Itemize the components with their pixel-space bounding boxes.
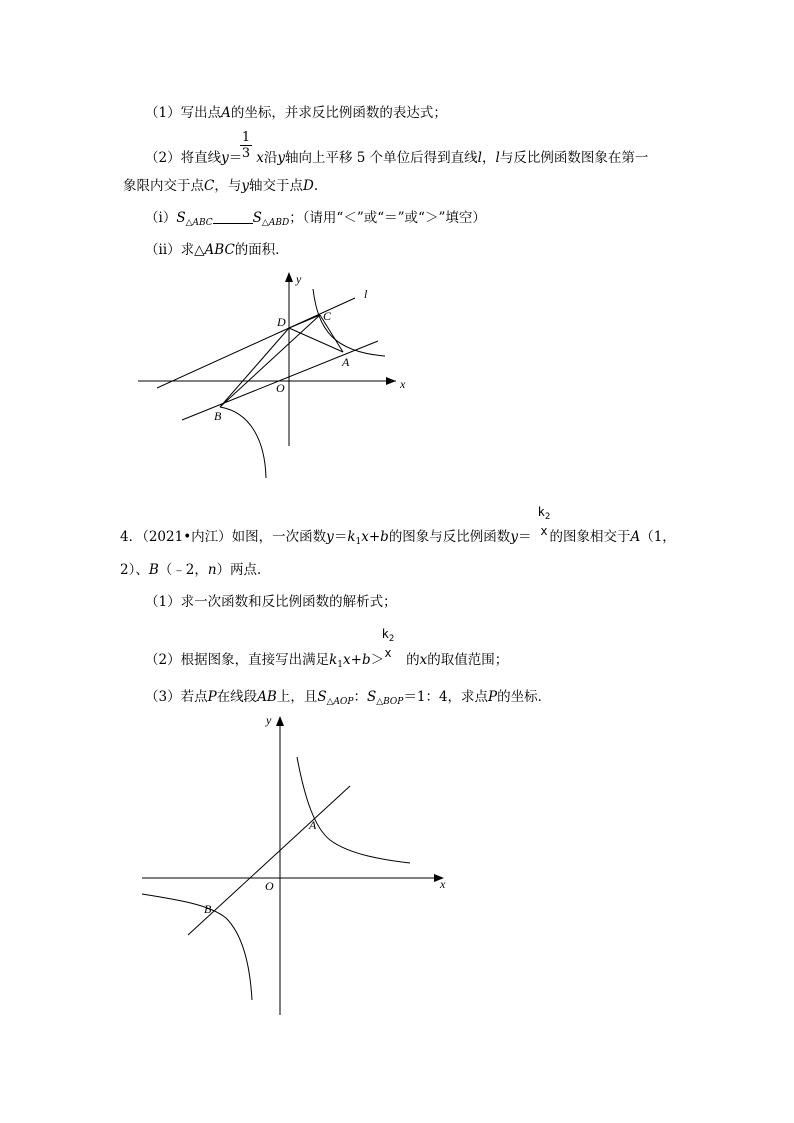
text: 的面积． [234, 242, 289, 258]
text: ＝ [333, 529, 348, 545]
text: 轴向上平移 5 个单位后得到直线 [285, 150, 478, 166]
subscript: △ABC [185, 218, 213, 228]
var: k [347, 529, 356, 545]
var: S [317, 689, 327, 705]
var: x [256, 150, 264, 166]
denominator: 3 [241, 146, 251, 161]
text: 与反比例函数图象在第一 [499, 150, 649, 166]
triangle-label: ABC [204, 242, 235, 258]
text: 的 [406, 652, 420, 668]
text: ，与 [214, 178, 242, 194]
text: ＝ [517, 529, 532, 545]
text: （3）若点 [145, 689, 208, 705]
text: 的取值范围； [427, 652, 509, 668]
text: （2）根据图象，直接写出满足 [145, 652, 330, 668]
label-O: O [265, 879, 274, 893]
label-y: y [266, 713, 272, 727]
text: ， [482, 150, 496, 166]
subscript: 2 [544, 512, 551, 522]
subscript: 1 [337, 660, 344, 670]
hyperbola-branch-1 [297, 757, 410, 863]
subscript: 2 [388, 634, 395, 644]
text: ＞ [370, 652, 385, 668]
var: k [329, 652, 338, 668]
text: 象限内交于点 [123, 178, 204, 194]
text: 在线段 [216, 689, 258, 705]
point-label: B [148, 562, 159, 578]
label-D: D [277, 315, 286, 329]
var: x [419, 652, 428, 668]
point-label: C [204, 178, 215, 194]
text: ）两点． [216, 562, 271, 578]
text: 4．（2021•内江）如图，一次函数 [120, 529, 327, 545]
denominator: x [540, 524, 548, 538]
var: S [366, 689, 377, 705]
label-x: x [400, 377, 406, 391]
text: 的坐标． [497, 689, 552, 705]
text: 的图象相交于 [549, 529, 631, 545]
var: l [477, 150, 482, 166]
text: ： [353, 689, 367, 705]
text: 上，且 [276, 689, 318, 705]
hyperbola-branch-3 [142, 894, 252, 1000]
text: 轴交于点 [248, 178, 303, 194]
point-label: A [221, 105, 231, 121]
label-B: B [204, 902, 212, 916]
label-A: A [309, 818, 317, 832]
point-label: D [302, 178, 314, 194]
var: P [207, 689, 217, 705]
label-B: B [214, 409, 222, 423]
var: y [241, 178, 249, 194]
subscript: 1 [355, 537, 362, 547]
text: （2）将直线 [145, 150, 222, 166]
line-AB [188, 786, 350, 935]
text: （1）求一次函数和反比例函数的解析式； [145, 594, 397, 610]
var: x+b [343, 652, 371, 668]
subscript: △BOP [376, 697, 404, 707]
var: P [488, 689, 498, 705]
text: （1）写出点 [145, 105, 222, 121]
text: ；（请用“＜”或“＝”或“＞”填空） [289, 210, 486, 226]
k: k [381, 627, 389, 641]
k: k [537, 505, 545, 519]
var: y [510, 529, 518, 545]
subscript: △AOP [326, 697, 354, 707]
text: 的图象与反比例函数 [388, 529, 511, 545]
var: S [252, 210, 262, 226]
text: 沿 [263, 150, 278, 166]
text: 2）、 [120, 562, 149, 578]
subscript: △ABD [261, 218, 290, 228]
text: （ⅱ）求△ [145, 242, 205, 258]
var: y [277, 150, 285, 166]
text: （﹣2， [158, 562, 208, 578]
text: （ⅰ） [145, 210, 177, 226]
denominator: x [384, 646, 392, 660]
text: （1， [640, 529, 676, 545]
var: y [221, 150, 229, 166]
label-l: l [364, 287, 368, 301]
label-O: O [276, 381, 285, 395]
var: l [495, 150, 500, 166]
y-axis-arrow [276, 716, 284, 726]
point-label: A [630, 529, 641, 545]
label-C: C [323, 309, 332, 323]
label-x: x [440, 877, 446, 891]
var: x+b [361, 529, 389, 545]
var: S [176, 210, 186, 226]
text: ＝ [228, 150, 243, 166]
text: ＝1：4，求点 [403, 689, 489, 705]
label-y: y [296, 272, 302, 286]
label-A: A [342, 355, 350, 369]
var: n [207, 562, 217, 578]
numerator: 1 [241, 130, 251, 145]
text: . [313, 178, 319, 194]
var: y [326, 529, 334, 545]
text: 的坐标，并求反比例函数的表达式； [230, 105, 447, 121]
var: AB [257, 689, 277, 705]
